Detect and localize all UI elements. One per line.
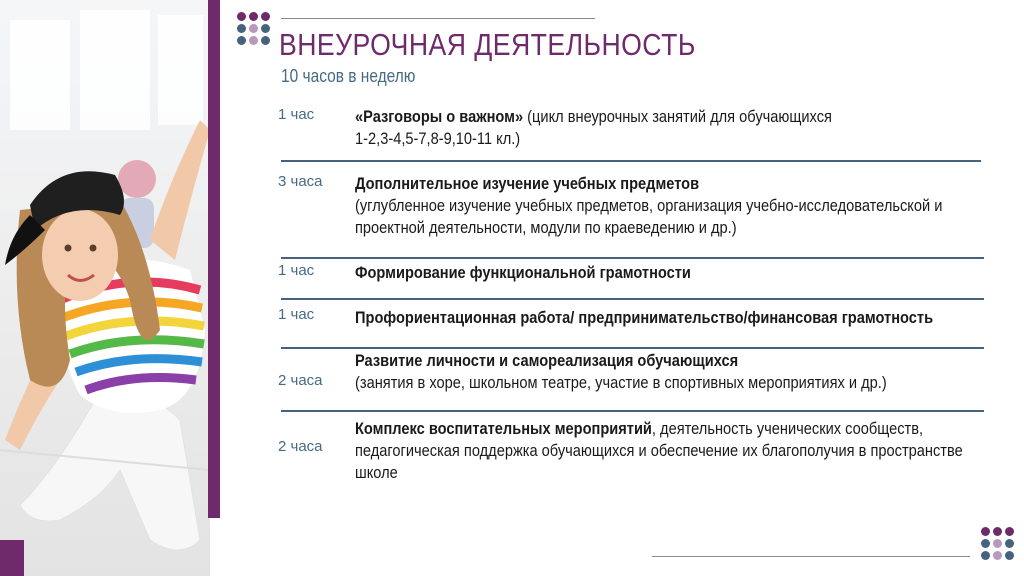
row-divider	[281, 257, 984, 259]
decorative-dot-grid-top	[237, 12, 270, 45]
row-description	[355, 262, 974, 284]
row-detail: 1-2,3-4,5-7,8-9,10-11 кл.)	[355, 129, 521, 148]
row-title-rest: (цикл внеурочных занятий для обучающихся	[523, 107, 832, 126]
corner-accent	[0, 540, 24, 576]
row-divider	[281, 410, 984, 412]
row-description	[355, 307, 974, 329]
row-divider	[281, 160, 981, 162]
accent-bar	[208, 0, 220, 518]
row-hours: 1 час	[278, 106, 315, 123]
row-detail: педагогическая поддержка обучающихся и обеспечение их благополучия в пространстве	[355, 441, 963, 460]
row-hours: 2 часа	[278, 438, 323, 455]
row-description	[355, 350, 974, 394]
page-subtitle: 10 часов в неделю	[281, 66, 416, 86]
footer-rule	[652, 556, 970, 557]
row-detail: проектной деятельности, модули по краеведению и др.)	[355, 218, 737, 237]
row-description	[355, 418, 974, 484]
row-detail: (занятия в хоре, школьном театре, участие в спортивных мероприятиях и др.)	[355, 373, 887, 392]
row-title: «Разговоры о важном»	[355, 107, 524, 126]
row-title: Дополнительное изучение учебных предметов	[355, 174, 700, 193]
row-divider	[281, 347, 984, 349]
row-detail: (углубленное изучение учебных предметов, организация учебно-исследовательской и	[355, 196, 943, 215]
row-title: Комплекс воспитательных мероприятий	[355, 419, 652, 438]
row-title: Формирование функциональной грамотности	[355, 263, 691, 282]
girl-dancing-photo	[0, 0, 210, 576]
row-hours: 3 часа	[278, 173, 323, 190]
row-description	[355, 106, 974, 150]
row-title: Развитие личности и самореализация обучающихся	[355, 351, 739, 370]
row-hours: 1 час	[278, 262, 315, 279]
row-hours: 2 часа	[278, 372, 323, 389]
header-rule	[281, 18, 595, 19]
row-title: Профориентационная работа/ предпринимательство/финансовая грамотность	[355, 308, 934, 327]
row-divider	[281, 298, 984, 300]
row-description	[355, 173, 974, 239]
row-hours: 1 час	[278, 306, 315, 323]
row-title-rest: , деятельность ученических сообществ,	[651, 419, 924, 438]
row-detail: школе	[355, 463, 398, 482]
decorative-dot-grid-bottom	[981, 527, 1014, 560]
page-title: ВНЕУРОЧНАЯ ДЕЯТЕЛЬНОСТЬ	[279, 27, 696, 62]
